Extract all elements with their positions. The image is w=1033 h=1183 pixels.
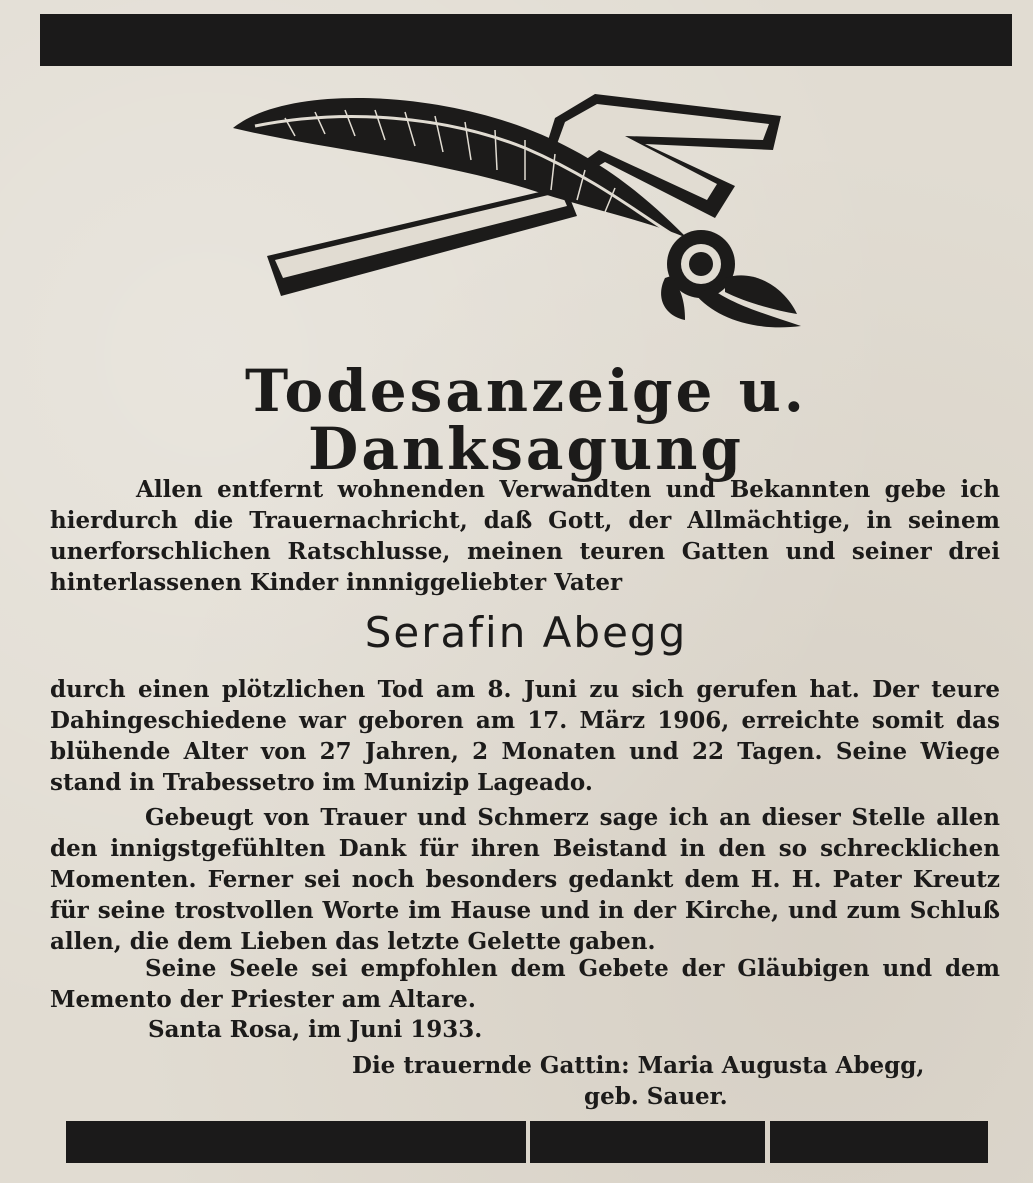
flower-icon xyxy=(661,230,801,327)
cross-and-feather-ornament xyxy=(225,88,815,348)
deceased-name: Serafin Abegg xyxy=(364,608,688,657)
signature-line-2: geb. Sauer. xyxy=(584,1083,728,1110)
notice-paragraph-intro: Allen entfernt wohnenden Verwandten und Bekannten gebe ich hierdurch die Trauernachricht, daß Gott, der Allmächtige, in seinem unerforschlichen Ratschlusse, meinen teuren Gatten und seiner drei hinterlassenen Kinder innniggeliebter Vater xyxy=(50,476,1000,596)
signature-line-1: Die trauernde Gattin: Maria Augusta Abegg, xyxy=(352,1052,925,1079)
top-mourning-border xyxy=(40,14,1012,66)
notice-paragraph-details: durch einen plötzlichen Tod am 8. Juni zu sich gerufen hat. Der teure Dahingeschiedene war geboren am 17. März 1906, erreichte somit das blühende Alter von 27 Jahren, 2 Monaten und 22 Tagen. Seine Wiege stand in Trabessetro im Munizip Lageado. xyxy=(50,676,1000,796)
place-and-date: Santa Rosa, im Juni 1933. xyxy=(148,1016,483,1043)
notice-paragraph-thanks: Gebeugt von Trauer und Schmerz sage ich an dieser Stelle allen den innigstgefühlten Dank für ihren Beistand in den so schrecklichen Momenten. Ferner sei noch besonders gedankt dem H. H. Pater Kreutz für seine trostvollen Worte im Hause und in der Kirche, und zum Schluß allen, die dem Lieben das letzte Gelette gaben. xyxy=(50,804,1000,955)
notice-headline: Todesanzeige u. Danksagung xyxy=(245,357,807,483)
bottom-mourning-border-middle xyxy=(530,1121,765,1163)
bottom-mourning-border-left xyxy=(66,1121,526,1163)
notice-paragraph-prayer: Seine Seele sei empfohlen dem Gebete der Gläubigen und dem Memento der Priester am Altare. xyxy=(50,955,1000,1013)
bottom-mourning-border-right xyxy=(770,1121,988,1163)
